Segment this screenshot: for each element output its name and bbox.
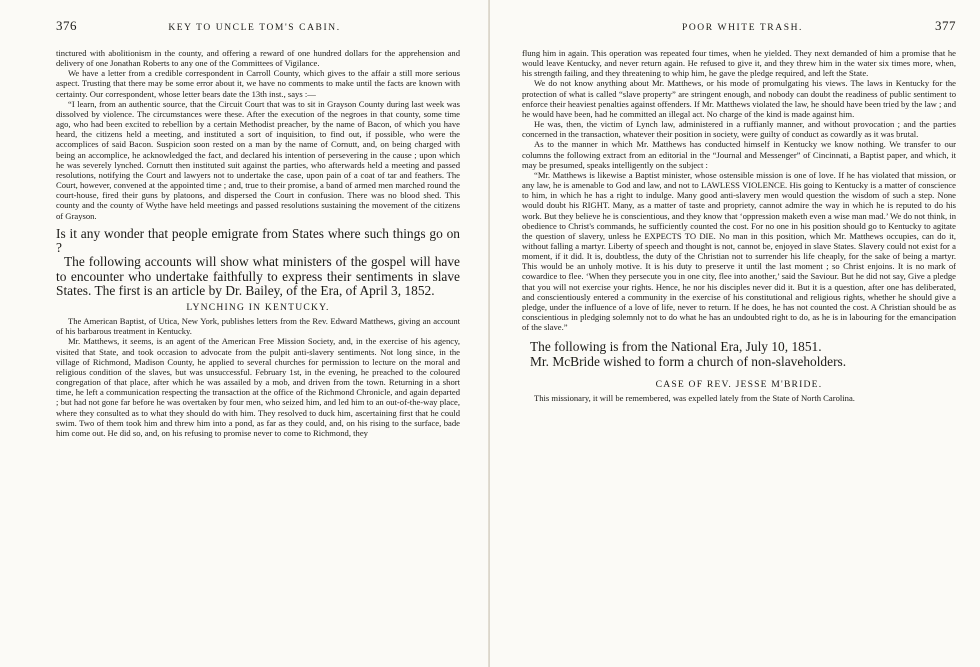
left-running-title: KEY TO UNCLE TOM'S CABIN. bbox=[168, 23, 341, 33]
left-large-paragraph: The following accounts will show what ministers of the gospel will have to encounter who undertake faithfully to express their sentiments in slave States. The first is an article by Dr. Bailey, of the Era, of April 3, 1852. bbox=[56, 254, 460, 298]
right-page-number: 377 bbox=[934, 18, 956, 33]
left-bottom-text bbox=[56, 316, 460, 438]
left-section-heading: LYNCHING IN KENTUCKY. bbox=[186, 302, 330, 314]
right-paragraph: He was, then, the victim of Lynch law, administered in a ruffianly manner, and without provocation ; and the parties concerned in the transaction, whatever their position in society, were guilty of conduct as cowardly as it was brutal. bbox=[522, 119, 956, 140]
left-running-head bbox=[56, 18, 460, 34]
right-paragraph: “Mr. Matthews is likewise a Baptist minister, whose ostensible mission is one of love. If he has violated that mission, or any law, he is amenable to God and law, and not to LAWLESS VIOLENCE. His going to Kentucky is a matter of conscience to him, in which he has a right to indulge. Many good anti-slavery men would question the wisdom of such a step. None would doubt his RIGHT. Many, as a matter of taste and propriety, cannot admire the way in which he is reputed to do his work. But they believe he is conscientious, and they know that ‘oppression maketh even a wise man mad.’ We do not think, in obedience to Christ's commands, he sufficiently counted the cost. For no one in his position should go to Kentucky to agitate the question of slavery, unless he EXPECTS TO DIE. No man in this position, which Mr. Matthews occupies, can do it, without falling a martyr. Liberty of speech and thought is not, cannot be, enjoyed in slave States. Slavery could not exist for a moment, if it did. It is, doubtless, the duty of the Christian not to surrender his life cheaply, for the sake of being a martyr. This would be an unholy motive. It is his duty to preserve it until the last moment ; so Christ enjoins. It is no mark of cowardice to flee. ‘When they persecute you in one city, flee into another,’ said the Saviour. But he did not say, Give a pledge that you will not exercise your rights. Hence, he nor his disciples never did it. But it is a question, after one has deliberated, and conscientiously entered a community in the exercise of his constitutional and religious rights, whether he should give a pledge, under the influence of a love of life, never to return. If he does, he has not counted the cost. A Christian should be as conscientious in pledging solemnly not to do what he has an undoubted right to do, as he is in labouring for the emancipation of the slave.” bbox=[522, 169, 956, 333]
left-large-paragraph: Is it any wonder that people emigrate from States where such things go on ? bbox=[56, 225, 460, 255]
right-section-heading: CASE OF REV. JESSE M'BRIDE. bbox=[655, 378, 823, 390]
left-paragraph: “I learn, from an authentic source, that the Circuit Court that was to sit in Grayson County during last week was dissolved by violence. The circumstances were these. After the execution of the negroes in that county, some time ago, who had been excited to rebellion by a certain Methodist preacher, by the name of Bacon, of which you have heard, the citizens held a meeting, and instituted a sort of inquisition, to find out, if possible, who were the accomplices of said Bacon. Suspicion soon rested on a man by the name of Cornutt, and, on being charged with being an accomplice, he acknowledged the fact, and declared his intention of persevering in the cause ; upon which he was severely lynched. Cornutt then instituted suit against the parties, who afterwards held a meeting and passed resolutions, notifying the Court and lawyers not to undertake the case, upon pain of a coat of tar and feathers. The Court, however, convened at the appointed time ; and, true to their promise, a band of armed men marched round the court-house, fired their guns by platoons, and dispersed the Court in confusion. There was no blood shed. This county and the county of Wythe have held meetings and passed resolutions sustaining the movement of the citizens of Grayson. bbox=[56, 98, 460, 221]
left-page-number: 376 bbox=[56, 18, 77, 33]
right-paragraph: As to the manner in which Mr. Matthews has conducted himself in Kentucky we know nothing. We transfer to our columns the following extract from an editorial in the “Journal and Messenger” of Cincinnati, a Baptist paper, and which, it may be presumed, speaks intelligently on the subject : bbox=[522, 139, 956, 170]
right-final-text bbox=[522, 393, 956, 403]
left-paragraph: tinctured with abolitionism in the county, and offering a reward of one hundred dollars for the apprehension and delivery of one Jonathan Roberts to any one of the Committees of Vigilance. bbox=[56, 48, 460, 69]
left-large-text bbox=[56, 227, 460, 298]
right-running-title: POOR WHITE TRASH. bbox=[681, 23, 804, 33]
left-paragraph: Mr. Matthews, it seems, is an agent of the American Free Mission Society, and, in the exercise of his agency, visited that State, and took occasion to advocate from the pulpit anti-slavery sentiments. Not long since, in the village of Richmond, Madison County, he applied to several churches for permission to lecture on the moral and religious condition of the slaves, but was unsuccessful. February 1st, in the evening, he preached to the coloured congregation of that place, after which he was assailed by a mob, and driven from the town. Returning in a short time, he left a communication respecting the transaction at the office of the Richmond Chronicle, and again departed ; but had not gone far before he was overtaken by four men, who seized him, and led him to an out-of-the-way place, where they consulted as to what they should do with him. They resolved to duck him, ascertaining first that he could swim. Two of them took him and threw him into a pond, as far as they could, and, on his rising to the surface, bade him come out. He did so, and, on his refusing to promise never to come to Richmond, they bbox=[56, 336, 460, 438]
right-page bbox=[490, 0, 980, 667]
right-paragraph: This missionary, it will be remembered, was expelled lately from the State of North Carolina. bbox=[534, 392, 855, 403]
right-text bbox=[522, 48, 956, 332]
left-paragraph: The American Baptist, of Utica, New York, publishes letters from the Rev. Edward Matthews, giving an account of his barbarous treatment in Kentucky. bbox=[56, 316, 460, 337]
left-top-text bbox=[56, 48, 460, 221]
right-running-head bbox=[522, 18, 956, 34]
right-large-paragraph: Mr. McBride wished to form a church of non-slaveholders. bbox=[530, 353, 847, 369]
right-paragraph: We do not know anything about Mr. Matthews, or his mode of promulgating his views. The laws in Kentucky for the protection of what is called “slave property” are stringent enough, and nobody can doubt the readiness of public sentiment to enforce their heaviest penalties against offenders. If Mr. Matthews violated the law, he should have been tried by the law ; and he would have been, had he committed an illegal act. No charge of the kind is made against him. bbox=[522, 78, 956, 119]
left-paragraph: We have a letter from a credible correspondent in Carroll County, which gives to the affair a still more serious aspect. Trusting that there may be some error about it, we have no comments to make until the facts are known with certainty. Our correspondent, whose letter bears date the 13th inst., says :— bbox=[56, 68, 460, 99]
right-paragraph: flung him in again. This operation was repeated four times, when he yielded. They next demanded of him a promise that he would leave Kentucky, and never return again. He refused to give it, and they threw him in the water six times more, when, his strength failing, and they threatening to whip him, he gave the pledge required, and left the State. bbox=[522, 48, 956, 79]
right-large-text bbox=[522, 340, 956, 369]
right-large-paragraph: The following is from the National Era, July 10, 1851. bbox=[530, 339, 822, 355]
